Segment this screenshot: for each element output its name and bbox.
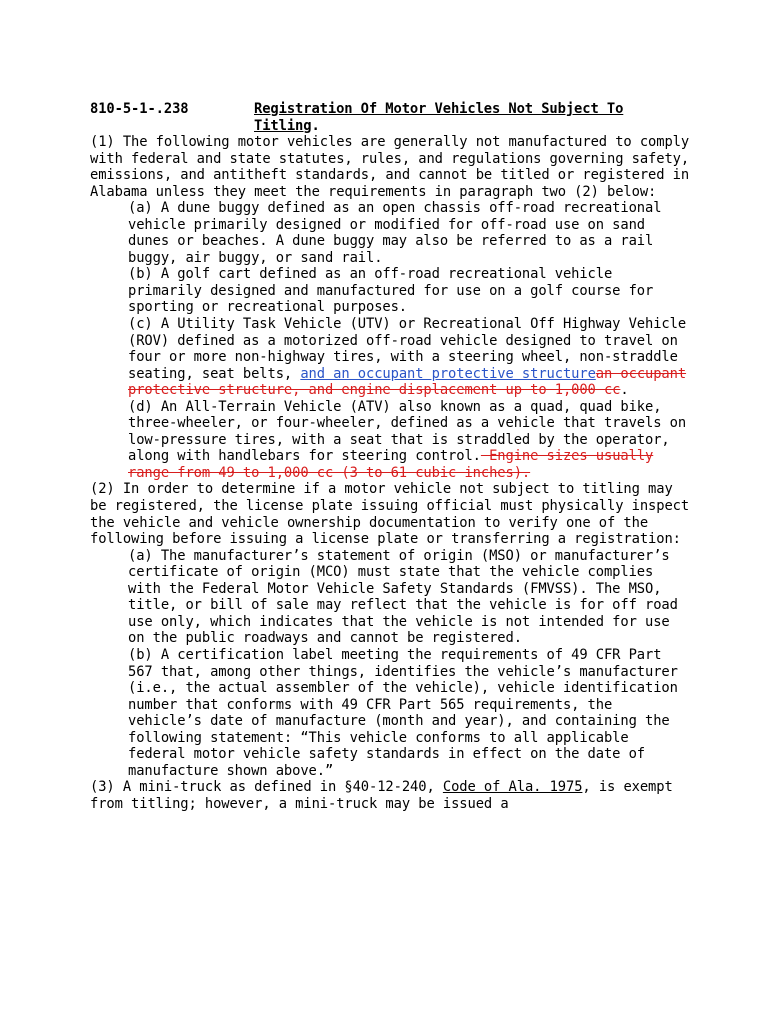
subparagraph-2b-certification-label: (b) A certification label meeting the requirements of 49 CFR Part 567 that, among other things, identifies the vehicle’s manufacturer (i.e., the actual assembler of the vehicle), vehicle identification number that conforms with 49 CFR Part 565 requirements, the vehicle’s date of manufacture (month and year), and containing the following statement: “This vehicle conforms to all applicable federal motor vehicle safety standards in effect on the date of manufacture shown above.” (128, 646, 678, 779)
rule-title (254, 101, 674, 134)
deleted-text: Engine sizes usually range from 49 to 1,000 cc (3 to 61 cubic inches). (128, 448, 654, 481)
paragraph-2: (2) In order to determine if a motor vehicle not subject to titling may be registered, the license plate issuing official must physically inspect the vehicle and vehicle ownership documentation to verify one of the following before issuing a license plate or transferring a registration: (90, 481, 690, 548)
subparagraph-1b-golf-cart: (b) A golf cart defined as an off-road recreational vehicle primarily designed and manufactured for use on a golf course for sporting or recreational purposes. (128, 266, 654, 316)
document-page (90, 101, 690, 812)
rule-number: 810-5-1-.238 (90, 101, 189, 117)
inserted-text: and an occupant protective structure (300, 365, 596, 382)
subparagraph-1d-atv (128, 399, 690, 482)
paragraph-3 (90, 779, 690, 812)
rule-title-period: . (311, 117, 320, 134)
rule-heading (90, 101, 690, 134)
rule-title-text: Registration Of Motor Vehicles Not Subject To Titling (254, 101, 624, 134)
paragraph-1: (1) The following motor vehicles are generally not manufactured to comply with federal and state statutes, rules, and regulations governing safety, emissions, and antitheft standards, and cannot be titled or registered in Alabama unless they meet the requirements in paragraph two (2) below: (90, 134, 690, 200)
subparagraph-2a-mso: (a) The manufacturer’s statement of origin (MSO) or manufacturer’s certificate of origin (MCO) must state that the vehicle complies with the Federal Motor Vehicle Safety Standards (FMVSS). The MSO, title, or bill of sale may reflect that the vehicle is for off road use only, which indicates that the vehicle is not intended for use on the public roadways and cannot be registered. (128, 547, 678, 647)
subparagraph-1c-utv (128, 316, 690, 399)
code-reference: Code of Ala. 1975 (442, 779, 583, 796)
subparagraph-1a-dune-buggy: (a) A dune buggy defined as an open chassis off-road recreational vehicle primarily designed or modified for off-road use on sand dunes or beaches. A dune buggy may also be referred to as a rail buggy, air buggy, or sand rail. (128, 200, 662, 266)
subparagraph-1d-text: (d) An All-Terrain Vehicle (ATV) also known as a quad, quad bike, three-wheeler, or four-wheeler, defined as a vehicle that travels on low-pressure tires, with a seat that is straddled by the operator, along with handlebars for steering control. (128, 398, 687, 465)
subparagraph-1c-text: (c) A Utility Task Vehicle (UTV) or Recreational Off Highway Vehicle (ROV) defined as a motorized off-road vehicle designed to travel on four or more non-highway tires, with a steering wheel, non-straddle seating, seat belts, (128, 316, 687, 382)
deleted-text: an occupant protective structure, and engine displacement up to 1,000 cc (128, 365, 687, 399)
subparagraph-1c-end: . (620, 382, 629, 399)
paragraph-3-text-continued: , is exempt from titling; however, a mini-truck may be issued a (90, 779, 673, 812)
paragraph-3-text: (3) A mini-truck as defined in §40-12-240, (90, 779, 443, 796)
